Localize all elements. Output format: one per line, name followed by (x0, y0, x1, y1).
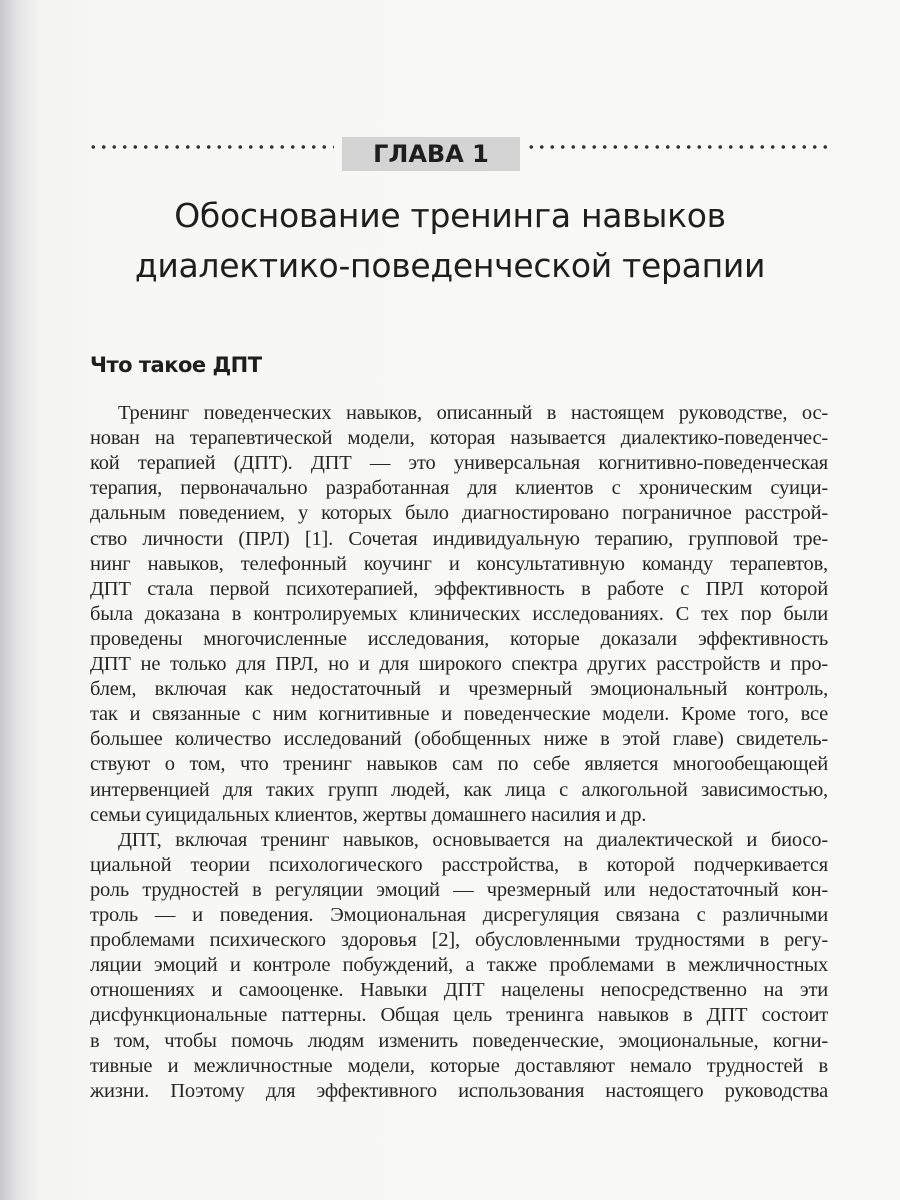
paragraph-1-line: кой терапией (ДПТ). ДПТ — это универсальная когнитивно-поведенческая (90, 452, 828, 475)
paragraph-1-line: ствуют о том, что тренинг навыков сам по себе является многообещающей (90, 753, 828, 776)
paragraph-1-line: ство личности (ПРЛ) [1]. Сочетая индивидуальную терапию, групповой тре- (90, 527, 828, 550)
paragraph-1-line: семьи суицидальных клиентов, жертвы домашнего насилия и др. (90, 803, 647, 826)
paragraph-1-line: ДПТ стала первой психотерапией, эффективность в работе с ПРЛ которой (90, 577, 828, 600)
paragraph-1-line: проведены многочисленные исследования, которые доказали эффективность (90, 627, 828, 650)
paragraph-1-line: дальным поведением, у которых было диагностировано пограничное расстрой- (90, 502, 828, 525)
dotted-rule-left (88, 144, 334, 150)
paragraph-1-line: была доказана в контролируемых клинических исследованиях. С тех пор были (90, 602, 828, 625)
paragraph-2-line: жизни. Поэтому для эффективного использования настоящего руководства (90, 1079, 828, 1102)
paragraph-2-line: роль трудностей в регуляции эмоций — чрезмерный или недостаточный кон- (90, 878, 828, 901)
dotted-rule-right (526, 144, 828, 150)
section-heading: Что такое ДПТ (90, 353, 262, 377)
paragraph-1-line: блем, включая как недостаточный и чрезмерный эмоциональный контроль, (90, 678, 828, 701)
paragraph-1-line: большее количество исследований (обобщенных ниже в этой главе) свидетель- (90, 728, 828, 751)
paragraph-2-line: циальной теории психологического расстройства, в которой подчеркивается (90, 853, 828, 876)
paragraph-2-line: проблемами психического здоровья [2], обусловленными трудностями в регу- (90, 929, 828, 952)
paragraph-1-line: терапия, первоначально разработанная для клиентов с хроническим суици- (90, 477, 828, 500)
chapter-title-line-1: Обоснование тренинга навыков (174, 196, 726, 235)
chapter-title-line-2: диалектико-поведенческой терапии (134, 246, 766, 285)
paragraph-1-line: ДПТ не только для ПРЛ, но и для широкого спектра других расстройств и про- (90, 653, 828, 675)
chapter-label: ГЛАВА 1 (342, 137, 520, 171)
paragraph-1-line: так и связанные с ним когнитивные и поведенческие модели. Кроме того, все (90, 703, 828, 726)
chapter-header (88, 134, 828, 174)
paragraph-1-line: Тренинг поведенческих навыков, описанный в настоящем руководстве, ос- (118, 402, 828, 424)
paragraph-2-line: отношениях и самооценке. Навыки ДПТ нацелены непосредственно на эти (90, 979, 828, 1002)
paragraph-2-line: дисфункциональные паттерны. Общая цель тренинга навыков в ДПТ состоит (90, 1004, 828, 1027)
paragraph-1-line: интервенцией для таких групп людей, как лица с алкогольной зависимостью, (90, 778, 828, 801)
paragraph-2-line: ляции эмоций и контроле побуждений, а также проблемами в межличностных (90, 954, 828, 977)
paragraph-2-line: ДПТ, включая тренинг навыков, основывается на диалектической и биосо- (118, 828, 828, 851)
paragraph-2-line: тивные и межличностные модели, которые доставляют немало трудностей в (90, 1054, 828, 1077)
paragraph-2-line: в том, чтобы помочь людям изменить поведенческие, эмоциональные, когни- (90, 1029, 828, 1052)
paragraph-1-line: нован на терапевтической модели, которая называется диалектико-поведенчес- (90, 427, 828, 450)
paragraph-2-line: троль — и поведения. Эмоциональная дисрегуляция связана с различными (90, 904, 828, 926)
paragraph-1-line: нинг навыков, телефонный коучинг и консультативную команду терапевтов, (90, 552, 828, 575)
